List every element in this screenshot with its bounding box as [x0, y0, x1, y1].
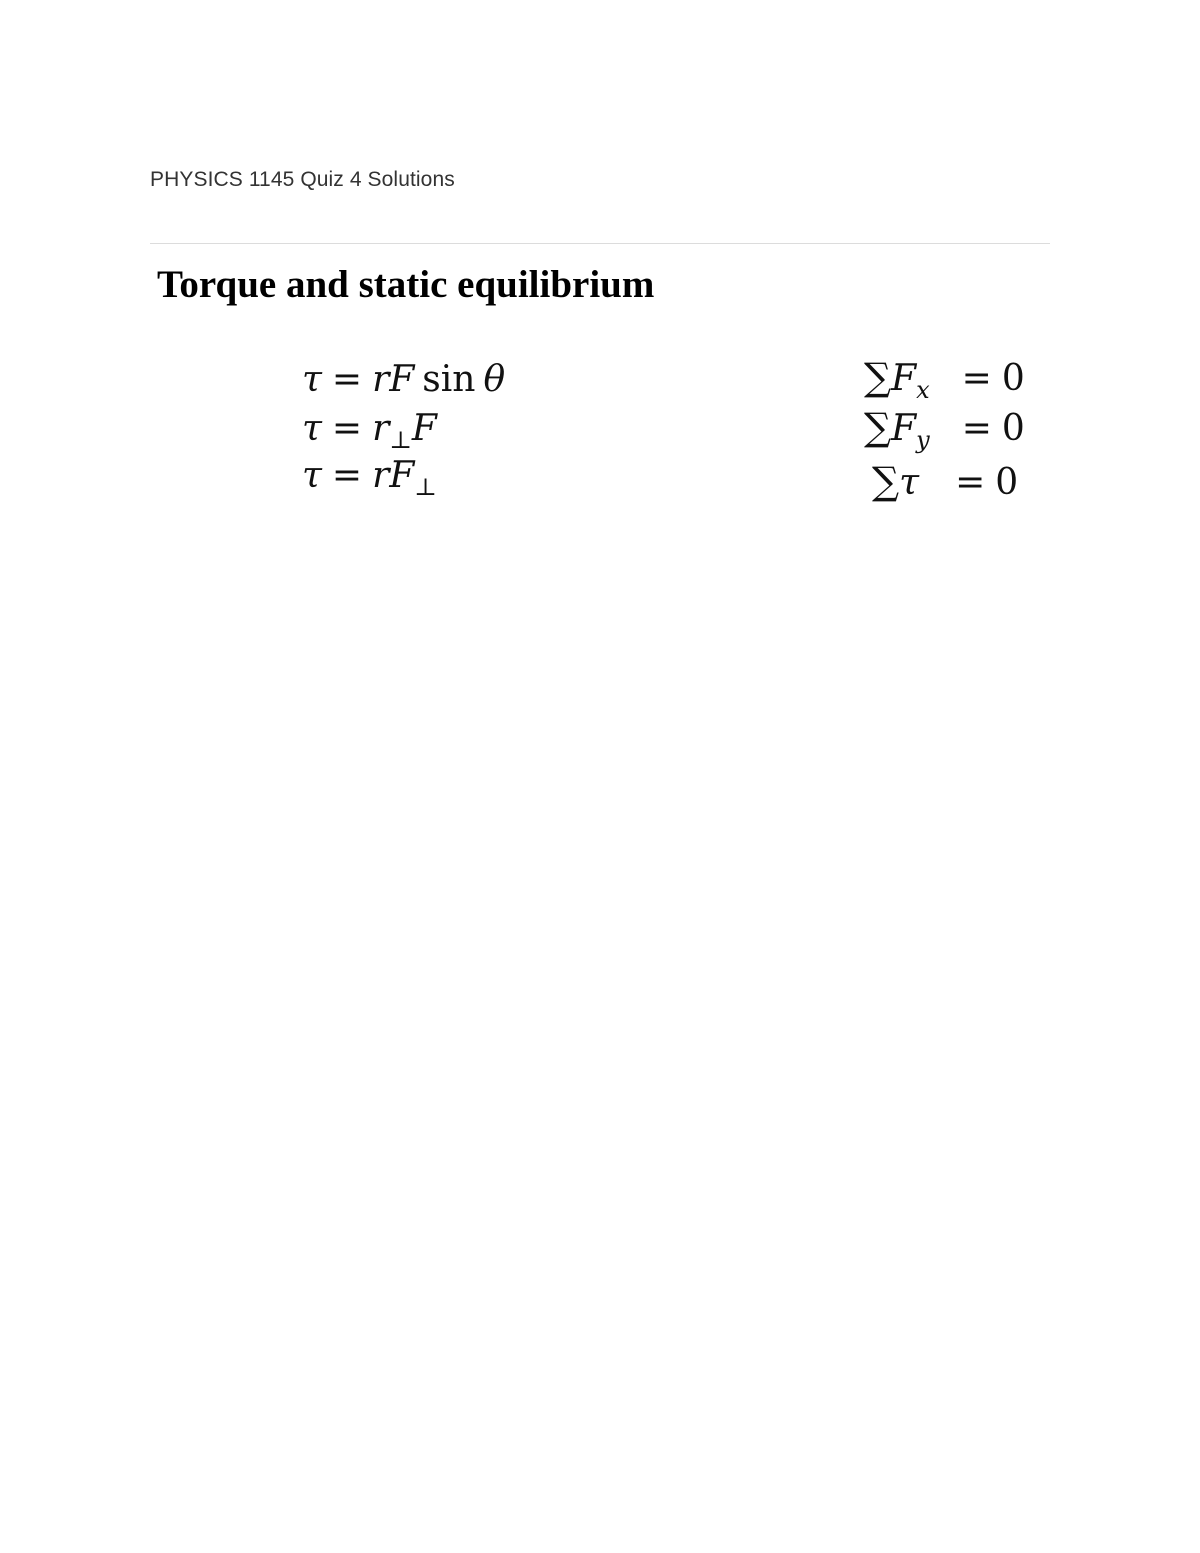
- eq-value: 0: [995, 462, 1019, 503]
- eq-value: 0: [1001, 408, 1025, 449]
- eq-subscript: ⊥: [389, 426, 412, 454]
- eq-symbol: θ: [483, 359, 506, 400]
- torque-equation-sin: [302, 359, 506, 400]
- eq-operator: =: [961, 358, 992, 399]
- equilibrium-sum-fy: [864, 405, 1025, 454]
- eq-symbol: F: [389, 359, 415, 400]
- eq-symbol: r: [372, 408, 390, 449]
- eq-symbol: r: [372, 359, 390, 400]
- eq-function: sin: [422, 359, 476, 400]
- eq-operator: =: [955, 462, 986, 503]
- torque-equation-perp-lever: [302, 408, 437, 454]
- eq-operator: =: [961, 408, 992, 449]
- eq-symbol: τ: [899, 462, 920, 503]
- eq-symbol: F: [389, 455, 415, 496]
- eq-symbol: τ: [302, 359, 322, 400]
- torque-equation-perp-force: [302, 455, 437, 501]
- sum-symbol: ∑: [872, 459, 900, 503]
- eq-value: 0: [1001, 358, 1025, 399]
- eq-symbol: F: [891, 358, 917, 399]
- document-header: PHYSICS 1145 Quiz 4 Solutions: [150, 168, 455, 191]
- sum-symbol: ∑: [864, 355, 892, 399]
- eq-operator: =: [331, 359, 363, 400]
- sum-symbol: ∑: [864, 405, 892, 449]
- eq-symbol: τ: [302, 408, 322, 449]
- eq-operator: =: [331, 455, 363, 496]
- equilibrium-sum-torque: [872, 459, 1019, 503]
- eq-symbol: r: [372, 455, 390, 496]
- eq-subscript: x: [916, 376, 930, 404]
- equilibrium-sum-fx: [864, 355, 1025, 404]
- section-title: Torque and static equilibrium: [157, 263, 655, 306]
- eq-subscript: y: [916, 426, 930, 454]
- eq-subscript: ⊥: [414, 473, 437, 501]
- eq-symbol: F: [411, 408, 437, 449]
- eq-symbol: F: [891, 408, 917, 449]
- eq-operator: =: [331, 408, 363, 449]
- eq-symbol: τ: [302, 455, 322, 496]
- header-divider: [150, 243, 1050, 244]
